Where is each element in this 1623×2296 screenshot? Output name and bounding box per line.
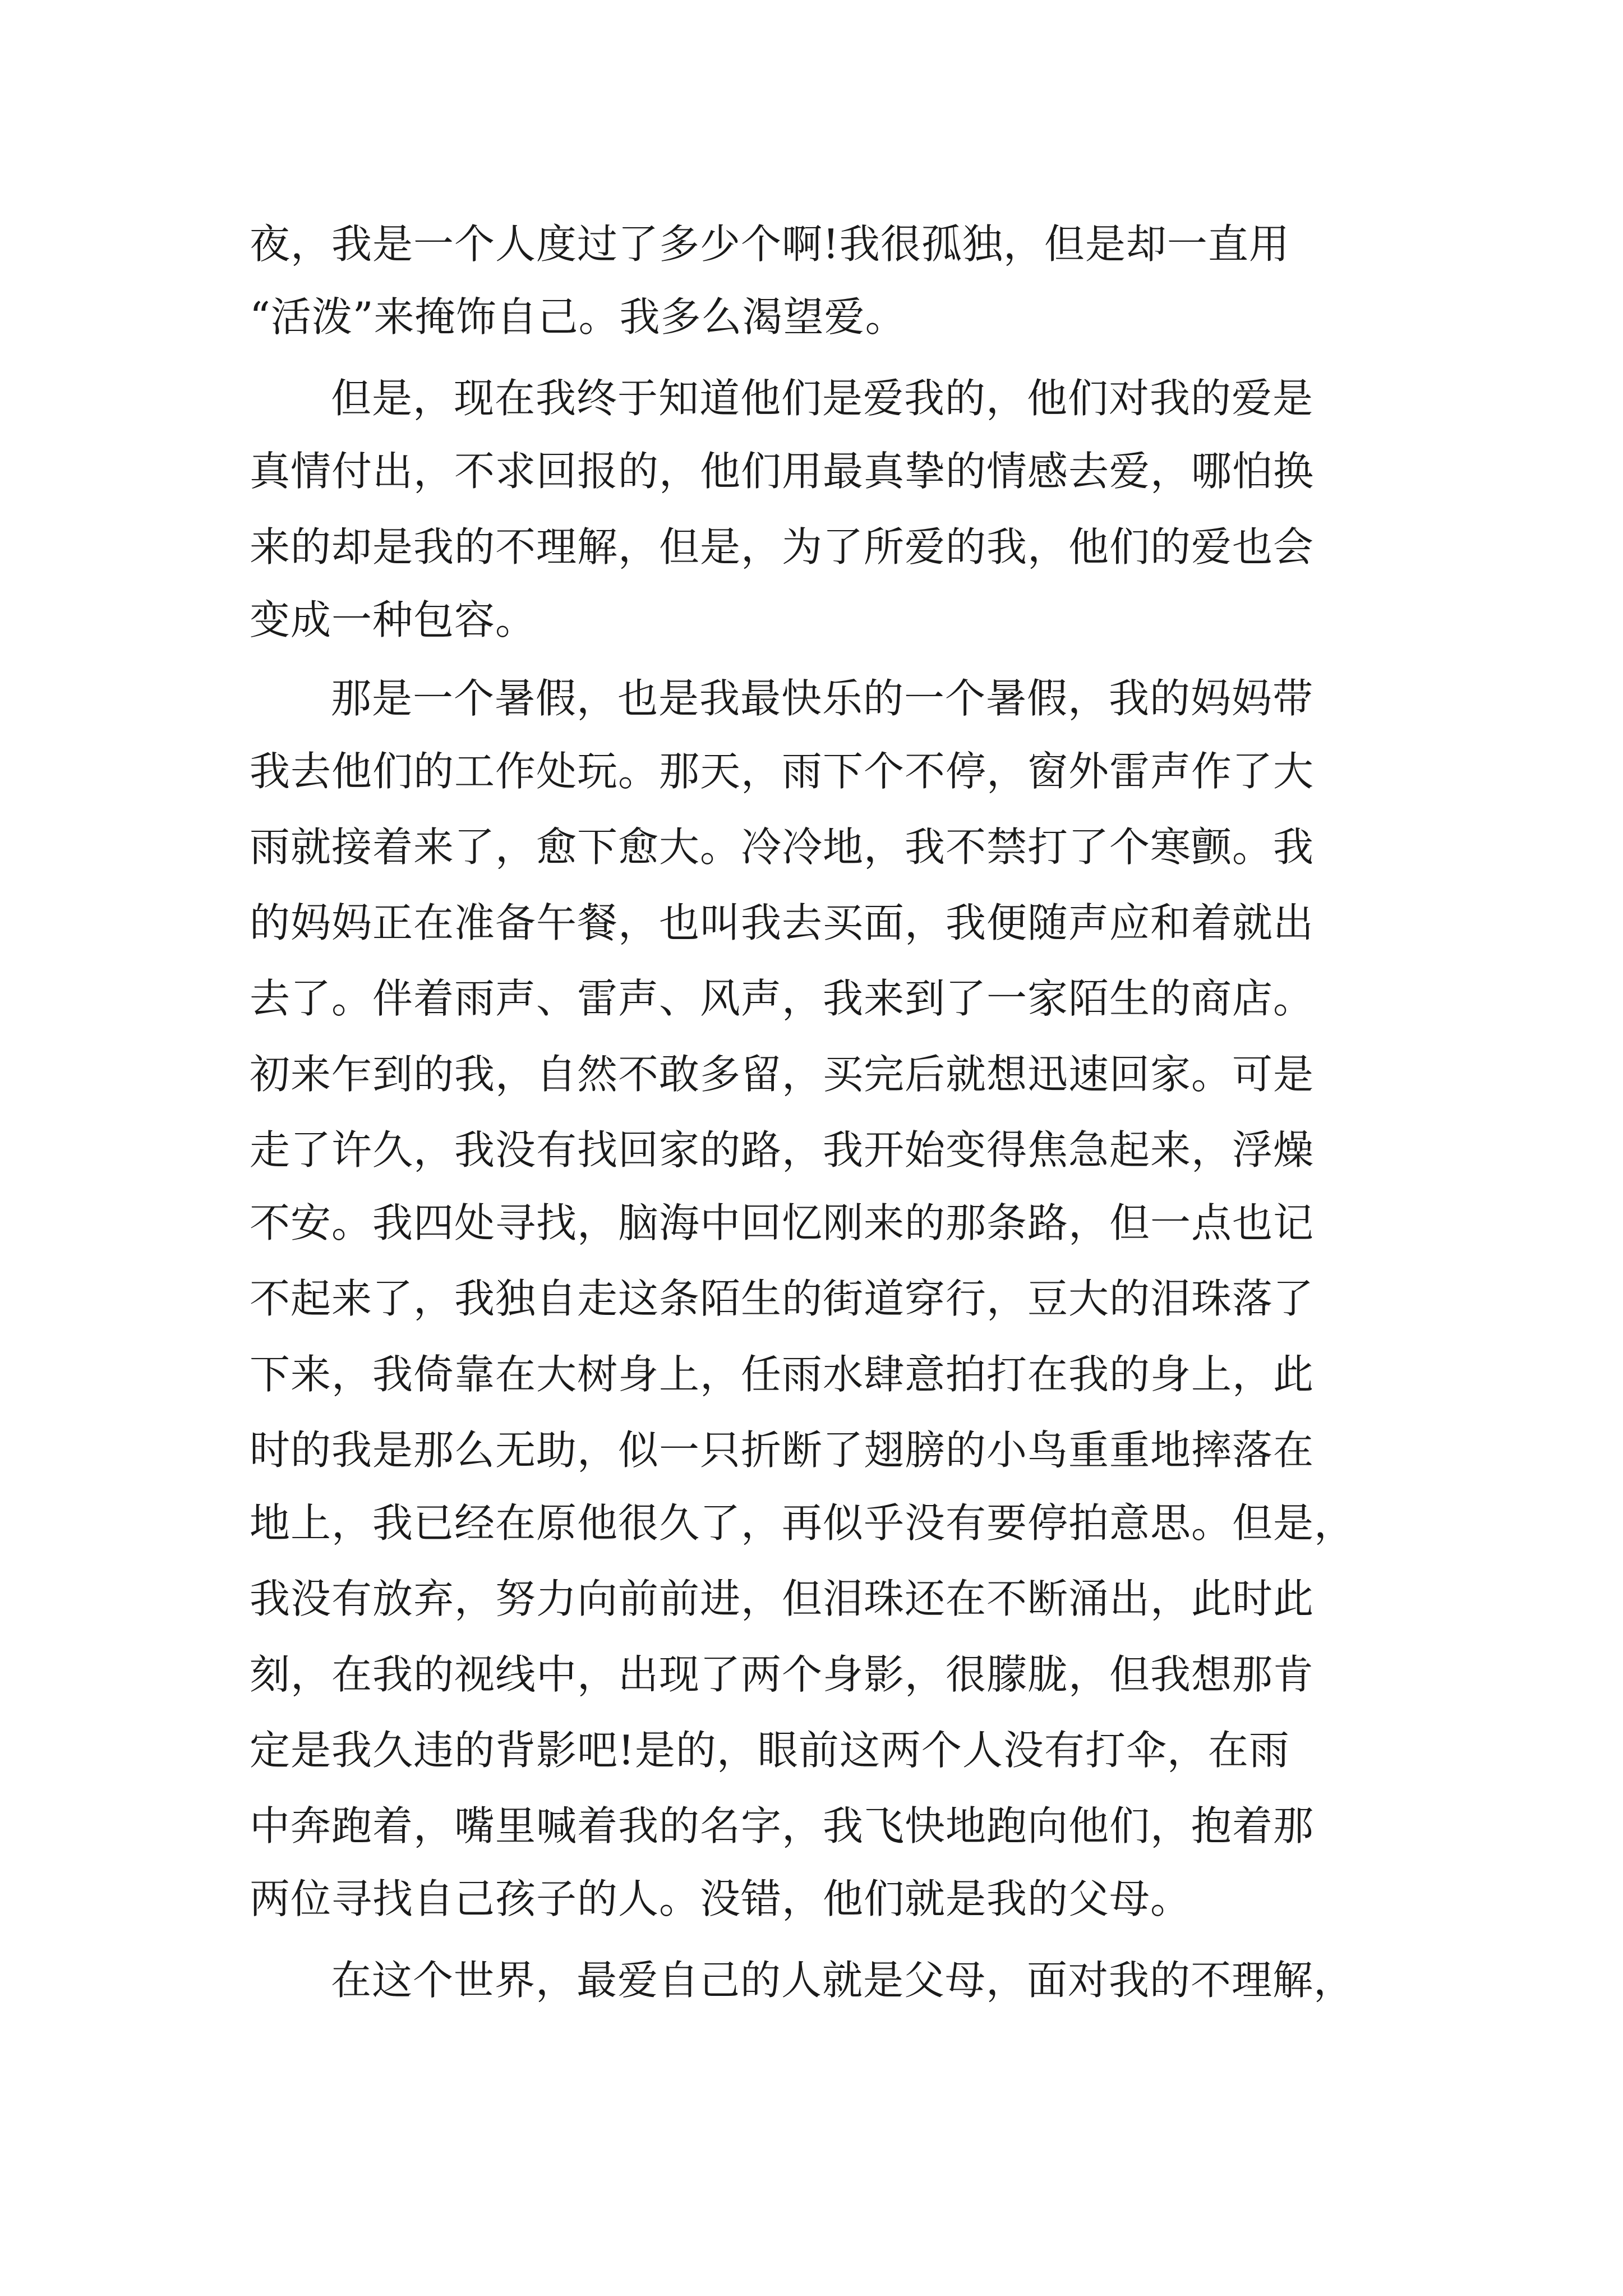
text-line: “活泼”来掩饰自己。我多么渴望爱。 (250, 293, 906, 341)
text-line: 不起来了，我独自走这条陌生的街道穿行，豆大的泪珠落了 (250, 1275, 1315, 1322)
text-line: 夜，我是一个人度过了多少个啊!我很孤独，但是却一直用 (250, 220, 1290, 268)
text-line: 我没有放弃，努力向前前进，但泪珠还在不断涌出，此时此 (250, 1575, 1315, 1622)
text-line: 的妈妈正在准备午餐，也叫我去买面，我便随声应和着就出 (250, 899, 1315, 946)
text-line: 中奔跑着，嘴里喊着我的名字，我飞快地跑向他们，抱着那 (250, 1802, 1315, 1849)
text-line: 变成一种包容。 (250, 596, 537, 643)
text-line: 定是我久违的背影吧!是的，眼前这两个人没有打伞，在雨 (250, 1727, 1290, 1774)
paragraph-start-line: 在这个世界，最爱自己的人就是父母，面对我的不理解， (331, 1957, 1355, 2004)
text-line: 不安。我四处寻找，脑海中回忆刚来的那条路，但一点也记 (250, 1199, 1315, 1246)
paragraph-start-line: 但是，现在我终于知道他们是爱我的，他们对我的爱是 (331, 375, 1314, 422)
text-line: 初来乍到的我，自然不敢多留，买完后就想迅速回家。可是 (250, 1051, 1315, 1098)
text-line: 下来，我倚靠在大树身上，任雨水肆意拍打在我的身上，此 (250, 1351, 1315, 1398)
text-line: 真情付出，不求回报的，他们用最真挚的情感去爱，哪怕换 (250, 448, 1315, 495)
text-line: 我去他们的工作处玩。那天，雨下个不停，窗外雷声作了大 (250, 748, 1315, 795)
text-line: 时的我是那么无助，似一只折断了翅膀的小鸟重重地摔落在 (250, 1427, 1315, 1474)
text-line: 地上，我已经在原他很久了，再似乎没有要停拍意思。但是， (250, 1499, 1355, 1547)
text-line: 来的却是我的不理解，但是，为了所爱的我，他们的爱也会 (250, 523, 1315, 570)
paragraph-start-line: 那是一个暑假，也是我最快乐的一个暑假，我的妈妈带 (331, 675, 1314, 722)
text-line: 去了。伴着雨声、雷声、风声，我来到了一家陌生的商店。 (250, 975, 1315, 1022)
text-line: 刻，在我的视线中，出现了两个身影，很朦胧，但我想那肯 (250, 1651, 1315, 1698)
text-line: 两位寻找自己孩子的人。没错，他们就是我的父母。 (250, 1875, 1192, 1922)
text-line: 走了许久，我没有找回家的路，我开始变得焦急起来，浮燥 (250, 1126, 1315, 1174)
text-line: 雨就接着来了，愈下愈大。冷冷地，我不禁打了个寒颤。我 (250, 823, 1315, 871)
